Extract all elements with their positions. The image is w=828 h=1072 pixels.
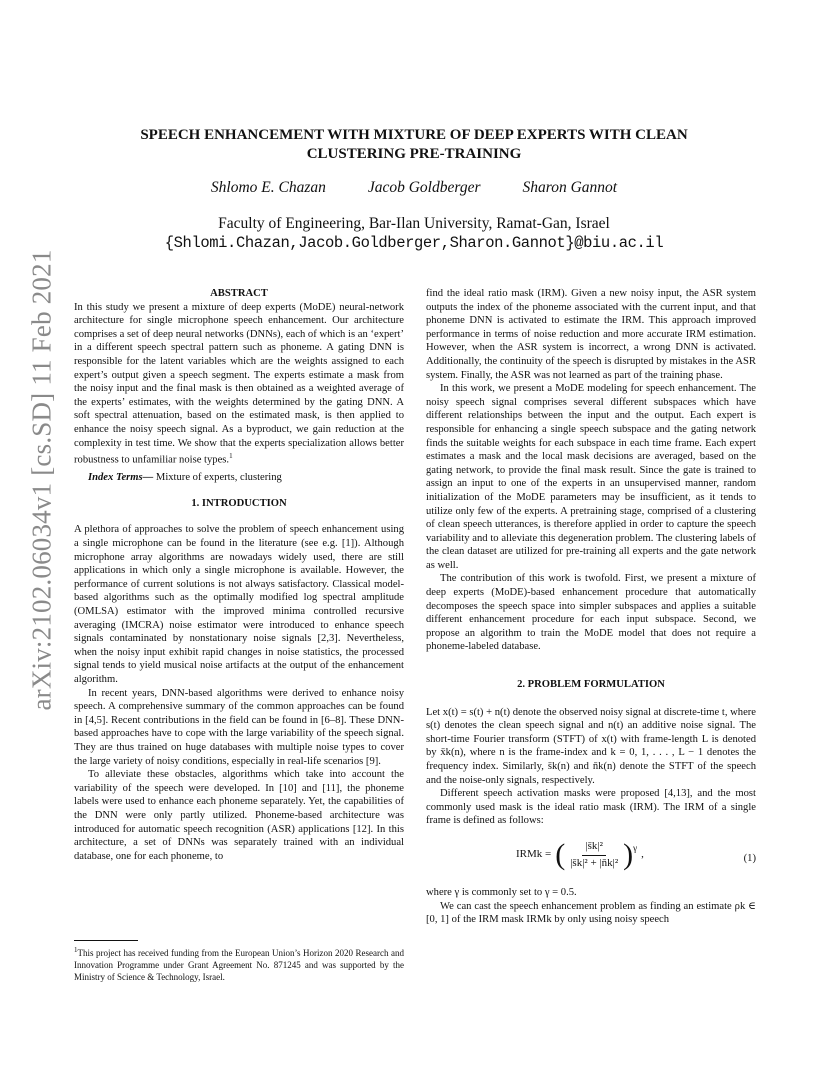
index-terms: Index Terms— Mixture of experts, clustering (88, 472, 282, 484)
author-3: Sharon Gannot (522, 179, 618, 196)
footnote-rule (74, 940, 138, 941)
equation-fraction (567, 840, 621, 870)
affiliation: Faculty of Engineering, Bar-Ilan University, Ramat-Gan, Israel (218, 215, 610, 232)
equation-exponent: γ (633, 842, 638, 853)
problem-paragraph-4: We can cast the speech enhancement problem as finding an estimate ρk ∈ [0, 1] of the IRM mask IRMk by only using noisy speech (426, 900, 756, 926)
equation-1: IRMk = ( $\frac{\text{|s̄k|²}}{\text{|s̄k|² + |n̄k|²}}$ ) $^\gamma$ , (1) (516, 838, 756, 872)
intro-paragraph-3: To alleviate these obstacles, algorithms which take into account the variability of the speech were developed. In [10] and [11], the phoneme labels were used to enhance each phoneme separately. Yet, the capabilities of the DNN were only partly utilized. Phoneme-based architecture was introduced for automatic speech recognition (ASR) applications [12]. In this architecture, a set of DNNs was separately trained with an individual database, one for each phoneme, to (74, 769, 404, 862)
title-line-1: SPEECH ENHANCEMENT WITH MIXTURE OF DEEP EXPERTS WITH CLEAN (140, 127, 688, 143)
title-line-2: CLUSTERING PRE-TRAINING (306, 146, 522, 162)
abstract-body: In this study we present a mixture of deep experts (MoDE) neural-network architecture for single microphone speech enhancement. Our architecture comprises a set of deep neural networks (DNNs), each of which is an ‘expert’ in a different speech spectral pattern such as phoneme. A gating DNN is responsible for the latent variables which are the weights assigned to each expert’s output given a speech segment. The experts estimate a mask from the noisy input and the final mask is then obtained as a weighted average of the experts’ estimates, with the weights determined by the gating DNN. A soft spectral attenuation, based on the estimated mask, is then applied to enhance the noisy speech signal. As a byproduct, we gain reduction at the complexity in test time. We show that the experts specialization allows better robustness to unfamiliar noise types.$^1$ (74, 301, 404, 466)
index-terms-label: Index Terms— (88, 472, 154, 484)
right-paragraph-2: In this work, we present a MoDE modeling for speech enhancement. The noisy speech signal comprises several different subspaces which have different relationships between the input and the output. Each expert is responsible for enhancing a single speech subspace and the gating network finds the suitable weights for each subspace in each time frame. Each expert estimates a mask and the local mask decisions are averaged, based on the gating network, to provide the final mask result. Since the gate is trained to assign an input to one of the experts in an unsupervised manner, random initialization of the MoDE parameters may be insufficient, as it tends to utilize only few of the experts. A pretraining stage, comprised of a clustering of clean speech utterances, is therefore applied in order to capture the speech variability and to alleviate this degeneration problem. The clustering labels of the clean dataset are utilized for pre-training all experts and the gate network as well. (426, 383, 756, 571)
intro-heading: 1. INTRODUCTION (191, 497, 287, 509)
left-column (74, 287, 404, 863)
right-column (426, 287, 756, 927)
equation-number: (1) (743, 852, 756, 864)
problem-paragraph-1: Let x(t) = s(t) + n(t) denote the observed noisy signal at discrete-time t, where s(t) denotes the clean speech signal and n(t) an additive noise signal. The short-time Fourier transform (STFT) of x(t) with frame-length L is denoted by x̄k(n), where n is the frame-index and k = 0, 1, . . . , L − 1 denotes the frequency index. Similarly, s̄k(n) and n̄k(n) denote the STFT of the speech and the noise-only signals, respectively. (426, 706, 756, 786)
equation-numerator: |s̄k|² (582, 840, 605, 856)
right-paragraph-3: The contribution of this work is twofold. First, we present a mixture of deep experts (MoDE)-based enhancement procedure that automatically decomposes the speech space into simpler subspaces and applies a suitable different enhancement procedure for each input subspace. Second, we propose an algorithm to train the MoDE model that does not require a phoneme-labeled database. (426, 573, 756, 653)
email: {Shlomi.Chazan,Jacob.Goldberger,Sharon.Gannot}@biu.ac.il (164, 234, 664, 252)
authors (80, 179, 748, 197)
footnote-mark: 1 (229, 452, 233, 461)
intro-paragraph-1: A plethora of approaches to solve the problem of speech enhancement using a single microphone can be found in the literature (see e.g. [1]). Although microphone array algorithms are nowadays widely used, there are still applications in which only a single microphone is available. However, the performance of current solutions is not always satisfactory. Classical model-based algorithms such as the optimally modified log spectral amplitude (OMLSA) estimator with the improved minima controlled recursive averaging (IMCRA) noise estimator were introduced to enhance speech signals contaminated by nonstationary noise signals [2,3]. Nevertheless, when the noisy input exhibit rapid changes in noise statistics, the processed signal tends to yield musical noise artifacts at the output of the enhancement algorithm. (74, 524, 404, 685)
paper-title (80, 126, 748, 164)
author-1: Shlomo E. Chazan (210, 179, 326, 196)
problem-paragraph-3: where γ is commonly set to γ = 0.5. (426, 886, 577, 898)
intro-paragraph-2: In recent years, DNN-based algorithms were derived to enhance noisy speech. A comprehensive summary of the common approaches can be found in [4,5]. Recent contributions in the field can be found in [6–8]. These DNN-based approaches have to cope with the large variability of the speech signal. They are thus trained on huge databases with multiple noise types to cover the large variety of noisy conditions, especially in real-life scenarios [9]. (74, 687, 404, 767)
problem-paragraph-2: Different speech activation masks were proposed [4,13], and the most commonly used mask is the ideal ratio mask (IRM). The IRM of a single frame is defined as follows: (426, 788, 756, 827)
arxiv-stamp (22, 249, 62, 711)
footnote: $^1$This project has received funding from the European Union’s Horizon 2020 Research and Innovation Programme under Grant Agreement No. 871245 and was supported by the Ministry of Science & Technology, Israel. (74, 946, 404, 982)
arxiv-id: arXiv:2102.06034v1 [cs.SD] 11 Feb 2021 (26, 249, 57, 711)
right-paragraph-1: find the ideal ratio mask (IRM). Given a new noisy input, the ASR system outputs the index of the phoneme associated with the current input, and that phoneme DNN is activated to estimate the IRM. This approach improved performance in terms of noise reduction and more accurate IRM estimation. However, when the ASR system is incorrect, a wrong DNN is activated. Additionally, the continuity of the speech is disrupted by mistakes in the ASR system. Finally, the ASR was not learned as part of the training phase. (426, 288, 756, 381)
abstract-heading: ABSTRACT (210, 288, 268, 299)
equation-lhs: IRMk = (516, 848, 552, 861)
equation-denominator: |s̄k|² + |n̄k|² (570, 856, 619, 869)
problem-heading: 2. PROBLEM FORMULATION (517, 679, 665, 691)
author-2: Jacob Goldberger (367, 179, 481, 196)
